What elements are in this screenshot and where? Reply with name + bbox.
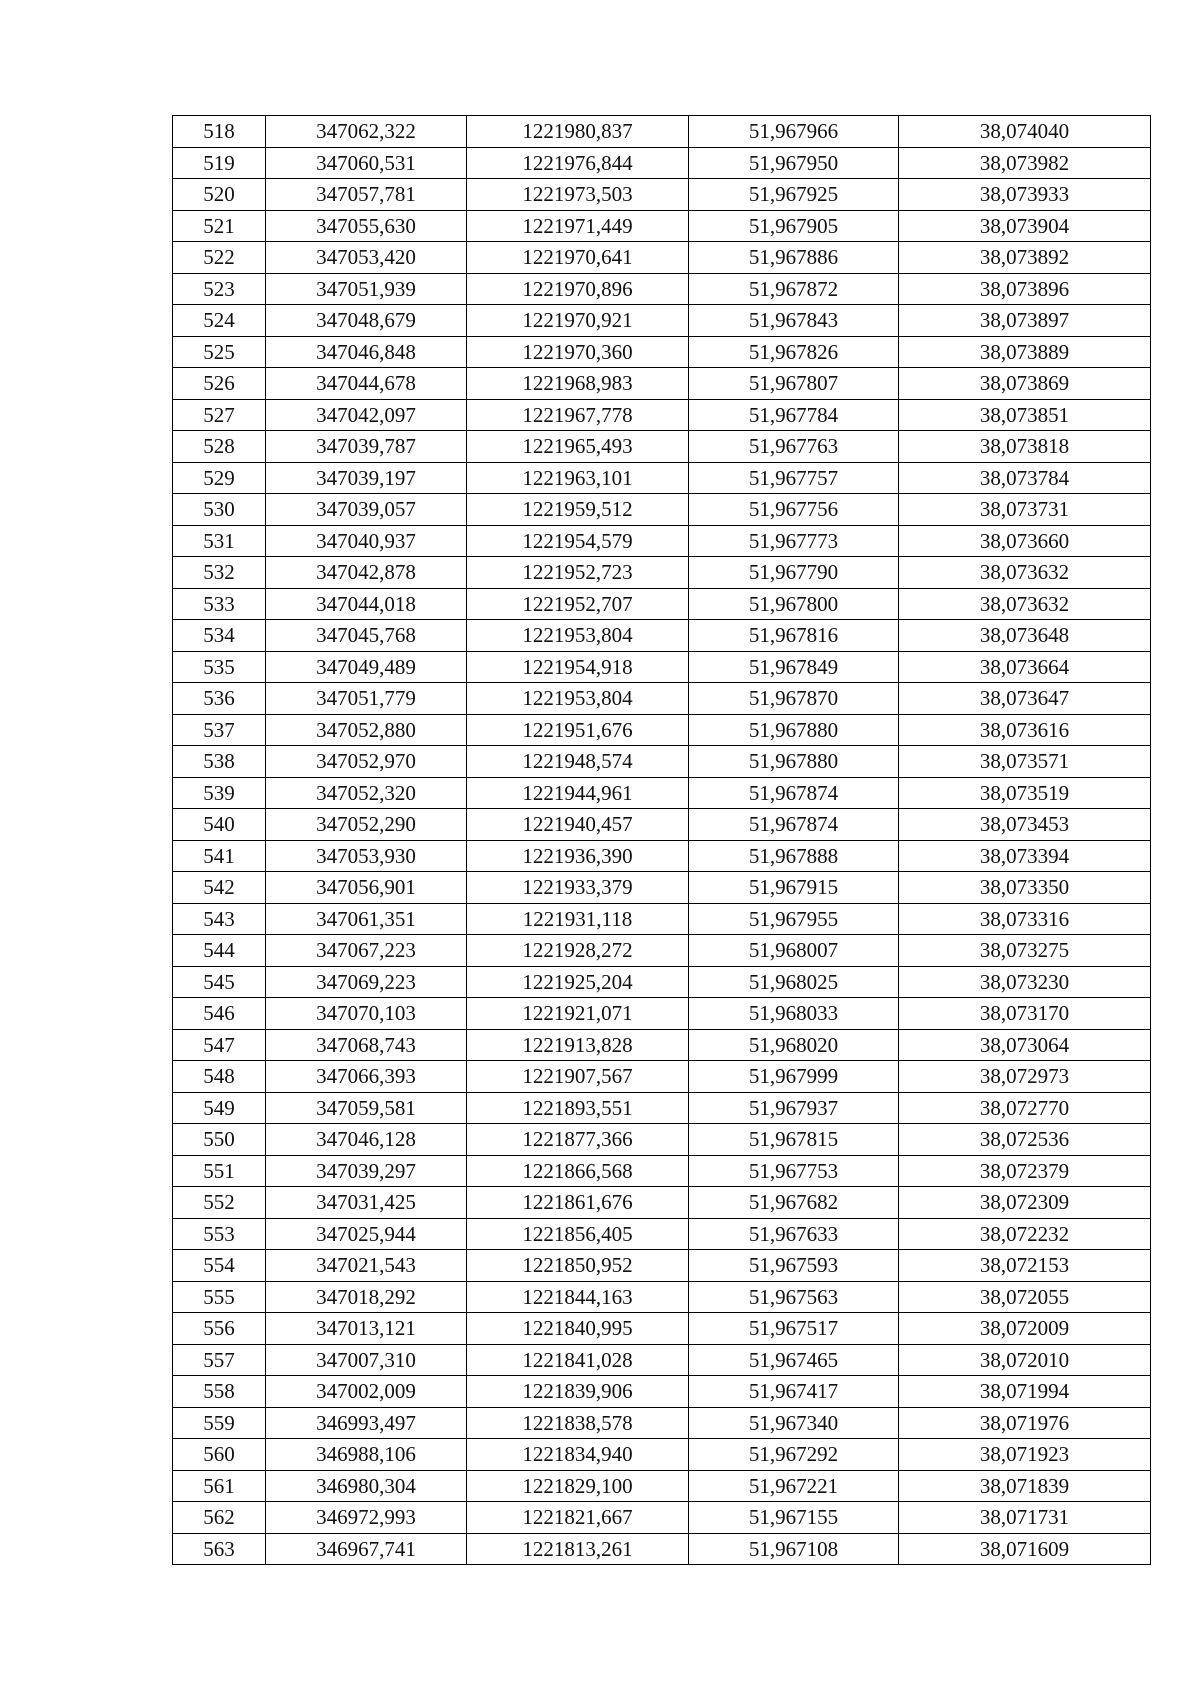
x-coordinate-cell: 347052,880 bbox=[266, 714, 467, 746]
point-number-cell: 563 bbox=[173, 1533, 266, 1565]
table-row bbox=[173, 1439, 1151, 1471]
x-coordinate-cell: 347066,393 bbox=[266, 1061, 467, 1093]
table-row bbox=[173, 809, 1151, 841]
x-coordinate-cell: 347039,297 bbox=[266, 1155, 467, 1187]
y-coordinate-cell: 1221921,071 bbox=[467, 998, 689, 1030]
point-number-cell: 552 bbox=[173, 1187, 266, 1219]
y-coordinate-cell: 1221951,676 bbox=[467, 714, 689, 746]
latitude-cell: 51,967517 bbox=[689, 1313, 899, 1345]
y-coordinate-cell: 1221936,390 bbox=[467, 840, 689, 872]
table-row bbox=[173, 1092, 1151, 1124]
y-coordinate-cell: 1221971,449 bbox=[467, 210, 689, 242]
point-number-cell: 520 bbox=[173, 179, 266, 211]
longitude-cell: 38,071976 bbox=[899, 1407, 1151, 1439]
longitude-cell: 38,072232 bbox=[899, 1218, 1151, 1250]
latitude-cell: 51,967756 bbox=[689, 494, 899, 526]
longitude-cell: 38,073316 bbox=[899, 903, 1151, 935]
y-coordinate-cell: 1221954,579 bbox=[467, 525, 689, 557]
x-coordinate-cell: 347062,322 bbox=[266, 116, 467, 148]
longitude-cell: 38,073933 bbox=[899, 179, 1151, 211]
y-coordinate-cell: 1221933,379 bbox=[467, 872, 689, 904]
y-coordinate-cell: 1221829,100 bbox=[467, 1470, 689, 1502]
y-coordinate-cell: 1221948,574 bbox=[467, 746, 689, 778]
x-coordinate-cell: 347053,930 bbox=[266, 840, 467, 872]
latitude-cell: 51,967340 bbox=[689, 1407, 899, 1439]
point-number-cell: 558 bbox=[173, 1376, 266, 1408]
latitude-cell: 51,967937 bbox=[689, 1092, 899, 1124]
latitude-cell: 51,967880 bbox=[689, 714, 899, 746]
longitude-cell: 38,072055 bbox=[899, 1281, 1151, 1313]
latitude-cell: 51,967807 bbox=[689, 368, 899, 400]
y-coordinate-cell: 1221963,101 bbox=[467, 462, 689, 494]
latitude-cell: 51,967593 bbox=[689, 1250, 899, 1282]
longitude-cell: 38,073571 bbox=[899, 746, 1151, 778]
point-number-cell: 554 bbox=[173, 1250, 266, 1282]
longitude-cell: 38,072153 bbox=[899, 1250, 1151, 1282]
y-coordinate-cell: 1221944,961 bbox=[467, 777, 689, 809]
point-number-cell: 526 bbox=[173, 368, 266, 400]
x-coordinate-cell: 347021,543 bbox=[266, 1250, 467, 1282]
longitude-cell: 38,073275 bbox=[899, 935, 1151, 967]
y-coordinate-cell: 1221877,366 bbox=[467, 1124, 689, 1156]
longitude-cell: 38,073230 bbox=[899, 966, 1151, 998]
table-row bbox=[173, 557, 1151, 589]
table-row bbox=[173, 840, 1151, 872]
coordinates-table bbox=[172, 115, 1151, 1565]
y-coordinate-cell: 1221925,204 bbox=[467, 966, 689, 998]
longitude-cell: 38,073818 bbox=[899, 431, 1151, 463]
point-number-cell: 562 bbox=[173, 1502, 266, 1534]
latitude-cell: 51,967784 bbox=[689, 399, 899, 431]
x-coordinate-cell: 347039,787 bbox=[266, 431, 467, 463]
latitude-cell: 51,968020 bbox=[689, 1029, 899, 1061]
table-row bbox=[173, 1218, 1151, 1250]
point-number-cell: 539 bbox=[173, 777, 266, 809]
latitude-cell: 51,967874 bbox=[689, 777, 899, 809]
table-row bbox=[173, 1313, 1151, 1345]
y-coordinate-cell: 1221973,503 bbox=[467, 179, 689, 211]
latitude-cell: 51,967999 bbox=[689, 1061, 899, 1093]
y-coordinate-cell: 1221844,163 bbox=[467, 1281, 689, 1313]
point-number-cell: 529 bbox=[173, 462, 266, 494]
longitude-cell: 38,072010 bbox=[899, 1344, 1151, 1376]
latitude-cell: 51,967888 bbox=[689, 840, 899, 872]
table-row bbox=[173, 305, 1151, 337]
latitude-cell: 51,967950 bbox=[689, 147, 899, 179]
longitude-cell: 38,072309 bbox=[899, 1187, 1151, 1219]
x-coordinate-cell: 346988,106 bbox=[266, 1439, 467, 1471]
longitude-cell: 38,071839 bbox=[899, 1470, 1151, 1502]
longitude-cell: 38,071923 bbox=[899, 1439, 1151, 1471]
y-coordinate-cell: 1221967,778 bbox=[467, 399, 689, 431]
x-coordinate-cell: 347044,018 bbox=[266, 588, 467, 620]
table-row bbox=[173, 1470, 1151, 1502]
y-coordinate-cell: 1221953,804 bbox=[467, 620, 689, 652]
latitude-cell: 51,967925 bbox=[689, 179, 899, 211]
table-row bbox=[173, 1155, 1151, 1187]
latitude-cell: 51,967874 bbox=[689, 809, 899, 841]
y-coordinate-cell: 1221954,918 bbox=[467, 651, 689, 683]
table-row bbox=[173, 431, 1151, 463]
x-coordinate-cell: 347039,197 bbox=[266, 462, 467, 494]
latitude-cell: 51,967465 bbox=[689, 1344, 899, 1376]
y-coordinate-cell: 1221840,995 bbox=[467, 1313, 689, 1345]
longitude-cell: 38,073632 bbox=[899, 588, 1151, 620]
latitude-cell: 51,967221 bbox=[689, 1470, 899, 1502]
y-coordinate-cell: 1221965,493 bbox=[467, 431, 689, 463]
x-coordinate-cell: 347039,057 bbox=[266, 494, 467, 526]
latitude-cell: 51,967753 bbox=[689, 1155, 899, 1187]
point-number-cell: 545 bbox=[173, 966, 266, 998]
y-coordinate-cell: 1221907,567 bbox=[467, 1061, 689, 1093]
longitude-cell: 38,071731 bbox=[899, 1502, 1151, 1534]
table-row bbox=[173, 777, 1151, 809]
x-coordinate-cell: 347055,630 bbox=[266, 210, 467, 242]
table-row bbox=[173, 462, 1151, 494]
x-coordinate-cell: 347042,097 bbox=[266, 399, 467, 431]
longitude-cell: 38,073647 bbox=[899, 683, 1151, 715]
table-row bbox=[173, 1250, 1151, 1282]
y-coordinate-cell: 1221968,983 bbox=[467, 368, 689, 400]
x-coordinate-cell: 347057,781 bbox=[266, 179, 467, 211]
longitude-cell: 38,072009 bbox=[899, 1313, 1151, 1345]
point-number-cell: 559 bbox=[173, 1407, 266, 1439]
x-coordinate-cell: 347051,779 bbox=[266, 683, 467, 715]
x-coordinate-cell: 347059,581 bbox=[266, 1092, 467, 1124]
latitude-cell: 51,967773 bbox=[689, 525, 899, 557]
table-row bbox=[173, 273, 1151, 305]
y-coordinate-cell: 1221861,676 bbox=[467, 1187, 689, 1219]
y-coordinate-cell: 1221838,578 bbox=[467, 1407, 689, 1439]
table-row bbox=[173, 588, 1151, 620]
latitude-cell: 51,967886 bbox=[689, 242, 899, 274]
table-row bbox=[173, 746, 1151, 778]
x-coordinate-cell: 347044,678 bbox=[266, 368, 467, 400]
table-row bbox=[173, 1281, 1151, 1313]
table-row bbox=[173, 1533, 1151, 1565]
y-coordinate-cell: 1221841,028 bbox=[467, 1344, 689, 1376]
longitude-cell: 38,073394 bbox=[899, 840, 1151, 872]
x-coordinate-cell: 347025,944 bbox=[266, 1218, 467, 1250]
latitude-cell: 51,967872 bbox=[689, 273, 899, 305]
x-coordinate-cell: 347053,420 bbox=[266, 242, 467, 274]
table-row bbox=[173, 525, 1151, 557]
table-row bbox=[173, 1407, 1151, 1439]
y-coordinate-cell: 1221940,457 bbox=[467, 809, 689, 841]
latitude-cell: 51,967905 bbox=[689, 210, 899, 242]
y-coordinate-cell: 1221970,921 bbox=[467, 305, 689, 337]
latitude-cell: 51,967682 bbox=[689, 1187, 899, 1219]
point-number-cell: 533 bbox=[173, 588, 266, 620]
x-coordinate-cell: 346972,993 bbox=[266, 1502, 467, 1534]
longitude-cell: 38,074040 bbox=[899, 116, 1151, 148]
latitude-cell: 51,967870 bbox=[689, 683, 899, 715]
x-coordinate-cell: 347052,970 bbox=[266, 746, 467, 778]
table-row bbox=[173, 935, 1151, 967]
point-number-cell: 521 bbox=[173, 210, 266, 242]
y-coordinate-cell: 1221970,641 bbox=[467, 242, 689, 274]
x-coordinate-cell: 347007,310 bbox=[266, 1344, 467, 1376]
table-row bbox=[173, 179, 1151, 211]
longitude-cell: 38,073064 bbox=[899, 1029, 1151, 1061]
point-number-cell: 548 bbox=[173, 1061, 266, 1093]
point-number-cell: 542 bbox=[173, 872, 266, 904]
longitude-cell: 38,073664 bbox=[899, 651, 1151, 683]
y-coordinate-cell: 1221931,118 bbox=[467, 903, 689, 935]
y-coordinate-cell: 1221893,551 bbox=[467, 1092, 689, 1124]
table-row bbox=[173, 368, 1151, 400]
latitude-cell: 51,967155 bbox=[689, 1502, 899, 1534]
longitude-cell: 38,072770 bbox=[899, 1092, 1151, 1124]
point-number-cell: 528 bbox=[173, 431, 266, 463]
x-coordinate-cell: 347031,425 bbox=[266, 1187, 467, 1219]
latitude-cell: 51,967417 bbox=[689, 1376, 899, 1408]
y-coordinate-cell: 1221856,405 bbox=[467, 1218, 689, 1250]
table-row bbox=[173, 903, 1151, 935]
longitude-cell: 38,073904 bbox=[899, 210, 1151, 242]
latitude-cell: 51,967826 bbox=[689, 336, 899, 368]
y-coordinate-cell: 1221959,512 bbox=[467, 494, 689, 526]
y-coordinate-cell: 1221976,844 bbox=[467, 147, 689, 179]
latitude-cell: 51,967800 bbox=[689, 588, 899, 620]
y-coordinate-cell: 1221953,804 bbox=[467, 683, 689, 715]
point-number-cell: 527 bbox=[173, 399, 266, 431]
table-row bbox=[173, 683, 1151, 715]
table-row bbox=[173, 1029, 1151, 1061]
y-coordinate-cell: 1221834,940 bbox=[467, 1439, 689, 1471]
point-number-cell: 561 bbox=[173, 1470, 266, 1502]
longitude-cell: 38,073892 bbox=[899, 242, 1151, 274]
table-row bbox=[173, 1124, 1151, 1156]
point-number-cell: 543 bbox=[173, 903, 266, 935]
y-coordinate-cell: 1221850,952 bbox=[467, 1250, 689, 1282]
longitude-cell: 38,072973 bbox=[899, 1061, 1151, 1093]
y-coordinate-cell: 1221980,837 bbox=[467, 116, 689, 148]
point-number-cell: 534 bbox=[173, 620, 266, 652]
latitude-cell: 51,967763 bbox=[689, 431, 899, 463]
point-number-cell: 544 bbox=[173, 935, 266, 967]
latitude-cell: 51,967843 bbox=[689, 305, 899, 337]
latitude-cell: 51,967633 bbox=[689, 1218, 899, 1250]
point-number-cell: 522 bbox=[173, 242, 266, 274]
table-row bbox=[173, 620, 1151, 652]
latitude-cell: 51,968033 bbox=[689, 998, 899, 1030]
point-number-cell: 546 bbox=[173, 998, 266, 1030]
latitude-cell: 51,967816 bbox=[689, 620, 899, 652]
table-row bbox=[173, 998, 1151, 1030]
point-number-cell: 536 bbox=[173, 683, 266, 715]
latitude-cell: 51,967815 bbox=[689, 1124, 899, 1156]
table-row bbox=[173, 242, 1151, 274]
point-number-cell: 560 bbox=[173, 1439, 266, 1471]
point-number-cell: 537 bbox=[173, 714, 266, 746]
y-coordinate-cell: 1221839,906 bbox=[467, 1376, 689, 1408]
longitude-cell: 38,073648 bbox=[899, 620, 1151, 652]
x-coordinate-cell: 346993,497 bbox=[266, 1407, 467, 1439]
x-coordinate-cell: 347049,489 bbox=[266, 651, 467, 683]
point-number-cell: 549 bbox=[173, 1092, 266, 1124]
point-number-cell: 519 bbox=[173, 147, 266, 179]
longitude-cell: 38,073731 bbox=[899, 494, 1151, 526]
x-coordinate-cell: 347052,290 bbox=[266, 809, 467, 841]
y-coordinate-cell: 1221813,261 bbox=[467, 1533, 689, 1565]
point-number-cell: 547 bbox=[173, 1029, 266, 1061]
point-number-cell: 518 bbox=[173, 116, 266, 148]
latitude-cell: 51,967915 bbox=[689, 872, 899, 904]
point-number-cell: 535 bbox=[173, 651, 266, 683]
point-number-cell: 530 bbox=[173, 494, 266, 526]
latitude-cell: 51,967880 bbox=[689, 746, 899, 778]
x-coordinate-cell: 347056,901 bbox=[266, 872, 467, 904]
longitude-cell: 38,073519 bbox=[899, 777, 1151, 809]
longitude-cell: 38,072379 bbox=[899, 1155, 1151, 1187]
longitude-cell: 38,071994 bbox=[899, 1376, 1151, 1408]
x-coordinate-cell: 347051,939 bbox=[266, 273, 467, 305]
latitude-cell: 51,967292 bbox=[689, 1439, 899, 1471]
point-number-cell: 524 bbox=[173, 305, 266, 337]
longitude-cell: 38,073350 bbox=[899, 872, 1151, 904]
latitude-cell: 51,968007 bbox=[689, 935, 899, 967]
y-coordinate-cell: 1221928,272 bbox=[467, 935, 689, 967]
longitude-cell: 38,073896 bbox=[899, 273, 1151, 305]
point-number-cell: 557 bbox=[173, 1344, 266, 1376]
point-number-cell: 553 bbox=[173, 1218, 266, 1250]
point-number-cell: 523 bbox=[173, 273, 266, 305]
point-number-cell: 540 bbox=[173, 809, 266, 841]
table-row bbox=[173, 1061, 1151, 1093]
x-coordinate-cell: 347070,103 bbox=[266, 998, 467, 1030]
longitude-cell: 38,073897 bbox=[899, 305, 1151, 337]
longitude-cell: 38,073170 bbox=[899, 998, 1151, 1030]
latitude-cell: 51,967563 bbox=[689, 1281, 899, 1313]
x-coordinate-cell: 347069,223 bbox=[266, 966, 467, 998]
x-coordinate-cell: 347046,848 bbox=[266, 336, 467, 368]
table-row bbox=[173, 147, 1151, 179]
table-row bbox=[173, 1502, 1151, 1534]
point-number-cell: 531 bbox=[173, 525, 266, 557]
latitude-cell: 51,967108 bbox=[689, 1533, 899, 1565]
longitude-cell: 38,073889 bbox=[899, 336, 1151, 368]
y-coordinate-cell: 1221970,896 bbox=[467, 273, 689, 305]
table-row bbox=[173, 399, 1151, 431]
x-coordinate-cell: 347042,878 bbox=[266, 557, 467, 589]
point-number-cell: 541 bbox=[173, 840, 266, 872]
x-coordinate-cell: 347046,128 bbox=[266, 1124, 467, 1156]
coordinates-table-body bbox=[173, 116, 1151, 1565]
point-number-cell: 550 bbox=[173, 1124, 266, 1156]
x-coordinate-cell: 347067,223 bbox=[266, 935, 467, 967]
table-row bbox=[173, 872, 1151, 904]
table-row bbox=[173, 1344, 1151, 1376]
table-row bbox=[173, 1376, 1151, 1408]
x-coordinate-cell: 347060,531 bbox=[266, 147, 467, 179]
table-row bbox=[173, 966, 1151, 998]
y-coordinate-cell: 1221913,828 bbox=[467, 1029, 689, 1061]
point-number-cell: 538 bbox=[173, 746, 266, 778]
table-row bbox=[173, 116, 1151, 148]
x-coordinate-cell: 346967,741 bbox=[266, 1533, 467, 1565]
x-coordinate-cell: 347002,009 bbox=[266, 1376, 467, 1408]
point-number-cell: 551 bbox=[173, 1155, 266, 1187]
latitude-cell: 51,968025 bbox=[689, 966, 899, 998]
longitude-cell: 38,073453 bbox=[899, 809, 1151, 841]
latitude-cell: 51,967955 bbox=[689, 903, 899, 935]
y-coordinate-cell: 1221866,568 bbox=[467, 1155, 689, 1187]
table-row bbox=[173, 210, 1151, 242]
y-coordinate-cell: 1221821,667 bbox=[467, 1502, 689, 1534]
longitude-cell: 38,073869 bbox=[899, 368, 1151, 400]
table-row bbox=[173, 651, 1151, 683]
table-row bbox=[173, 1187, 1151, 1219]
longitude-cell: 38,072536 bbox=[899, 1124, 1151, 1156]
point-number-cell: 555 bbox=[173, 1281, 266, 1313]
table-row bbox=[173, 494, 1151, 526]
point-number-cell: 556 bbox=[173, 1313, 266, 1345]
longitude-cell: 38,073632 bbox=[899, 557, 1151, 589]
longitude-cell: 38,073982 bbox=[899, 147, 1151, 179]
latitude-cell: 51,967849 bbox=[689, 651, 899, 683]
latitude-cell: 51,967966 bbox=[689, 116, 899, 148]
x-coordinate-cell: 347040,937 bbox=[266, 525, 467, 557]
x-coordinate-cell: 347013,121 bbox=[266, 1313, 467, 1345]
x-coordinate-cell: 347052,320 bbox=[266, 777, 467, 809]
latitude-cell: 51,967757 bbox=[689, 462, 899, 494]
y-coordinate-cell: 1221970,360 bbox=[467, 336, 689, 368]
longitude-cell: 38,073784 bbox=[899, 462, 1151, 494]
x-coordinate-cell: 346980,304 bbox=[266, 1470, 467, 1502]
longitude-cell: 38,071609 bbox=[899, 1533, 1151, 1565]
x-coordinate-cell: 347068,743 bbox=[266, 1029, 467, 1061]
table-row bbox=[173, 336, 1151, 368]
longitude-cell: 38,073616 bbox=[899, 714, 1151, 746]
table-row bbox=[173, 714, 1151, 746]
x-coordinate-cell: 347018,292 bbox=[266, 1281, 467, 1313]
y-coordinate-cell: 1221952,723 bbox=[467, 557, 689, 589]
x-coordinate-cell: 347048,679 bbox=[266, 305, 467, 337]
point-number-cell: 532 bbox=[173, 557, 266, 589]
longitude-cell: 38,073660 bbox=[899, 525, 1151, 557]
latitude-cell: 51,967790 bbox=[689, 557, 899, 589]
longitude-cell: 38,073851 bbox=[899, 399, 1151, 431]
point-number-cell: 525 bbox=[173, 336, 266, 368]
y-coordinate-cell: 1221952,707 bbox=[467, 588, 689, 620]
x-coordinate-cell: 347061,351 bbox=[266, 903, 467, 935]
x-coordinate-cell: 347045,768 bbox=[266, 620, 467, 652]
